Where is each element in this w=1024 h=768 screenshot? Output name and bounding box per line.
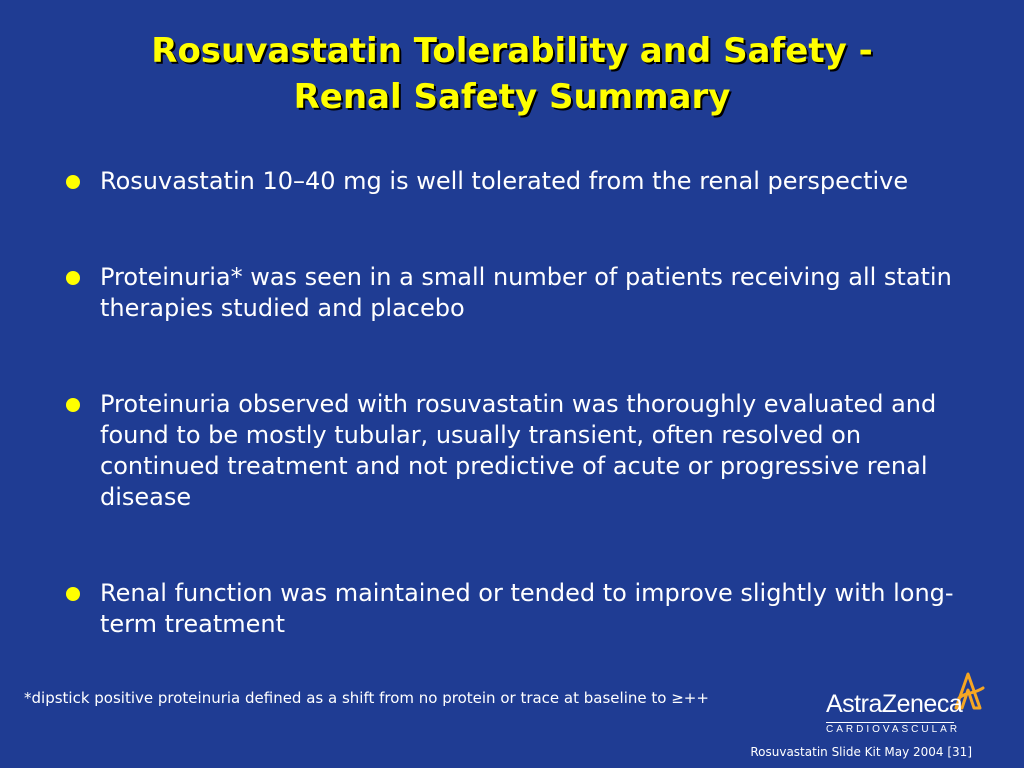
bullet-dot-icon bbox=[66, 587, 80, 601]
logo-name: AstraZeneca bbox=[826, 690, 963, 718]
bullet-text: Renal function was maintained or tended to improve slightly with long-term treatment bbox=[100, 579, 954, 638]
bullet-text: Proteinuria* was seen in a small number of patients receiving all statin therapies studied and placebo bbox=[100, 263, 952, 322]
bullet-dot-icon bbox=[66, 271, 80, 285]
slide-title-line-2: Renal Safety Summary bbox=[293, 77, 731, 117]
slide-reference: Rosuvastatin Slide Kit May 2004 [31] bbox=[750, 745, 972, 759]
bullet-text: Proteinuria observed with rosuvastatin was thoroughly evaluated and found to be mostly tubular, usually transient, often resolved on continued treatment and not predictive of acute or progressive renal disease bbox=[100, 390, 937, 511]
logo-subtitle: CARDIOVASCULAR bbox=[826, 724, 961, 735]
slide-title-line-1: Rosuvastatin Tolerability and Safety - bbox=[151, 31, 873, 71]
bullet-item bbox=[62, 166, 982, 197]
bullet-dot-icon bbox=[66, 398, 80, 412]
bullet-item bbox=[62, 389, 982, 513]
bullet-dot-icon bbox=[66, 175, 80, 189]
bullet-item bbox=[62, 578, 982, 640]
logo-divider bbox=[826, 722, 954, 723]
footnote: *dipstick positive proteinuria defined as a shift from no protein or trace at baseline to ≥++ bbox=[24, 689, 709, 707]
bullet-text: Rosuvastatin 10–40 mg is well tolerated from the renal perspective bbox=[100, 167, 909, 195]
bullet-list bbox=[62, 166, 982, 640]
bullet-item bbox=[62, 262, 982, 324]
astrazeneca-logo bbox=[826, 672, 986, 742]
slide-title bbox=[0, 28, 1024, 120]
